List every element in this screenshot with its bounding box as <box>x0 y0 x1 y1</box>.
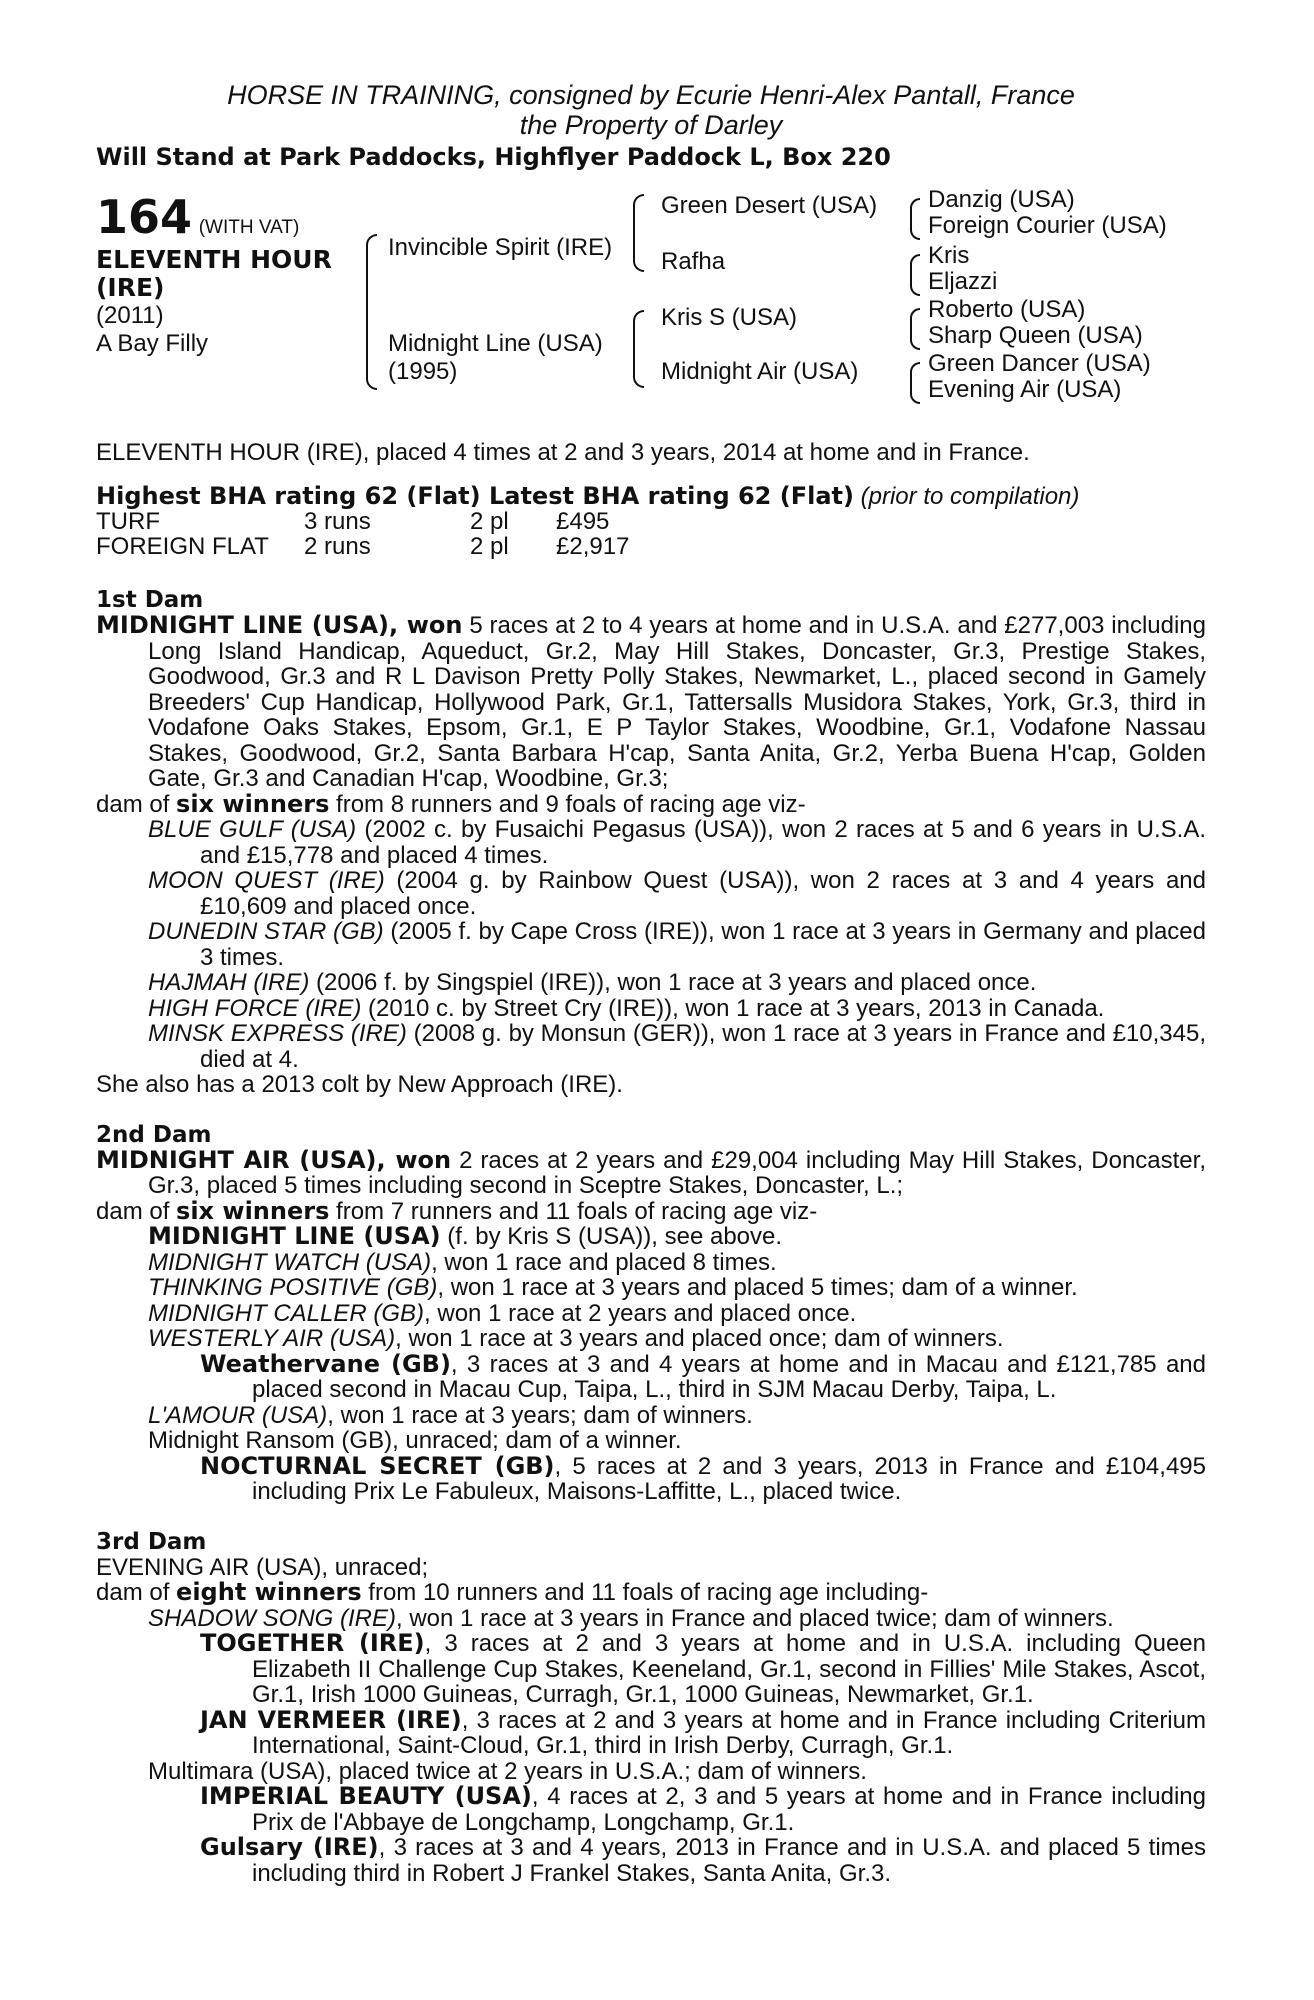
dam-year: (1995) <box>388 358 458 385</box>
list-item: Midnight Ransom (GB), unraced; dam of a winner. <box>148 1427 682 1454</box>
dam-record-text: 5 races at 2 to 4 years at home and in U.S.A. and £277,003 including Long Island Handicap, Aqueduct, Gr.2, May Hill Stakes, Doncaster, Gr.3, Prestige Stakes, Goodwood, Gr.3 and R L Davison Pretty Polly Stakes, Newmarket, L., placed second in Gamely Breeders' Cup Handicap, Hollywood Park, Gr.1, Tattersalls Musidora Stakes, York, Gr.3, third in Vodafone Oaks Stakes, Epsom, Gr.1, E P Taylor Stakes, Woodbine, Gr.1, Vodafone Nassau Stakes, Goodwood, Gr.2, Santa Barbara H'cap, Santa Anita, Gr.2, Yerba Buena H'cap, Golden Gate, Gr.3 and Canadian H'cap, Woodbine, Gr.3; <box>148 612 1206 792</box>
list-item: L'AMOUR (USA), won 1 race at 3 years; dam of winners. <box>148 1401 753 1429</box>
record-runs: 2 runs <box>304 533 371 560</box>
list-item: DUNEDIN STAR (GB) (2005 f. by Cape Cross (IRE)), won 1 race at 3 years in Germany and placed 3 times. <box>148 918 1206 971</box>
list-item: TOGETHER (IRE), 3 races at 2 and 3 years at home and in U.S.A. including Queen Elizabeth II Challenge Cup Stakes, Keeneland, Gr.1, second in Fillies' Mile Stakes, Ascot, Gr.1, Irish 1000 Guineas, Curragh, Gr.1, 1000 Guineas, Newmarket, Gr.1. <box>200 1629 1206 1708</box>
list-item: NOCTURNAL SECRET (GB), 5 races at 2 and 3 years, 2013 in France and £104,495 including Prix Le Fabuleux, Maisons-Laffitte, L., placed twice. <box>200 1451 1206 1505</box>
list-item: Gulsary (IRE), 3 races at 3 and 4 years, 2013 in France and in U.S.A. and placed 5 times including third in Robert J Frankel Stakes, Santa Anita, Gr.3. <box>200 1833 1206 1887</box>
list-item: Multimara (USA), placed twice at 2 years in U.S.A.; dam of winners. <box>148 1757 867 1785</box>
pedigree-block <box>96 186 1206 432</box>
rating-text: Highest BHA rating 62 (Flat) Latest BHA rating 62 (Flat) <box>96 481 854 510</box>
rating-note: (prior to compilation) <box>860 482 1080 510</box>
record-placings: 2 pl <box>470 508 509 535</box>
dam: Midnight Line (USA) <box>388 330 603 357</box>
grandparent-2: Foreign Courier (USA) <box>928 212 1167 239</box>
list-item: THINKING POSITIVE (GB), won 1 race at 3 years and placed 5 times; dam of a winner. <box>148 1274 1078 1301</box>
horse-name: ELEVENTH HOUR <box>96 245 332 274</box>
section-heading: 3rd Dam <box>96 1528 207 1555</box>
catalogue-page <box>96 80 1206 1886</box>
record-label: TURF <box>96 508 160 535</box>
list-item: HIGH FORCE (IRE) (2010 c. by Street Cry (IRE)), won 1 race at 3 years, 2013 in Canada. <box>148 994 1105 1022</box>
record-amount: £495 <box>556 508 610 535</box>
third-dam-section <box>96 1529 1206 1887</box>
dam-dam: Midnight Air (USA) <box>661 358 859 385</box>
race-summary: ELEVENTH HOUR (IRE), placed 4 times at 2 and 3 years, 2014 at home and in France. <box>96 439 1030 466</box>
list-item: BLUE GULF (USA) (2002 c. by Fusaichi Pegasus (USA)), won 2 races at 5 and 6 years in U.S.A. and £15,778 and placed 4 times. <box>148 816 1206 869</box>
list-item: SHADOW SONG (IRE), won 1 race at 3 years in France and placed twice; dam of winners. <box>148 1604 1114 1632</box>
lot-number: 164 <box>96 190 193 244</box>
list-item: HAJMAH (IRE) (2006 f. by Singspiel (IRE)), won 1 race at 3 years and placed once. <box>148 969 1037 996</box>
horse-description: A Bay Filly <box>96 330 209 357</box>
list-item: MIDNIGHT WATCH (USA), won 1 race and placed 8 times. <box>148 1248 777 1276</box>
sire-dam: Rafha <box>661 248 726 275</box>
list-item: MIDNIGHT CALLER (GB), won 1 race at 2 years and placed once. <box>148 1299 857 1327</box>
horse-name-suffix: (IRE) <box>96 273 165 302</box>
grandparent-4: Eljazzi <box>928 268 998 295</box>
table-row <box>96 509 656 534</box>
grandparent-5: Roberto (USA) <box>928 296 1086 323</box>
pedigree-bracket <box>910 362 920 404</box>
grandparent-1: Danzig (USA) <box>928 186 1075 213</box>
produce-summary: dam of six winners from 7 runners and 11 foals of racing age viz- <box>96 1196 818 1225</box>
dam-record: EVENING AIR (USA), unraced; <box>96 1553 429 1581</box>
pedigree-bracket <box>633 310 644 388</box>
produce-summary: dam of six winners from 8 runners and 9 foals of racing age viz- <box>96 789 806 818</box>
list-item: Weathervane (GB), 3 races at 3 and 4 years at home and in Macau and £121,785 and placed second in Macau Cup, Taipa, L., third in SJM Macau Derby, Taipa, L. <box>200 1349 1206 1403</box>
stand-location: Will Stand at Park Paddocks, Highflyer Paddock L, Box 220 <box>96 143 891 171</box>
sire-sire: Green Desert (USA) <box>661 192 878 219</box>
dam-record <box>96 613 1206 792</box>
record-label: FOREIGN FLAT <box>96 533 269 560</box>
list-item: WESTERLY AIR (USA), won 1 race at 3 years and placed once; dam of winners. <box>148 1325 1004 1352</box>
pedigree-bracket <box>366 234 377 390</box>
grandparent-8: Evening Air (USA) <box>928 376 1122 403</box>
list-item: MOON QUEST (IRE) (2004 g. by Rainbow Quest (USA)), won 2 races at 3 and 4 years and £10,609 and placed once. <box>148 867 1206 920</box>
grandparent-6: Sharp Queen (USA) <box>928 322 1143 349</box>
record-placings: 2 pl <box>470 533 509 560</box>
section-heading: 2nd Dam <box>96 1121 212 1148</box>
pedigree-bracket <box>910 254 920 296</box>
property-line: the Property of Darley <box>519 110 783 140</box>
dam-record <box>96 1145 1206 1199</box>
grandparent-3: Kris <box>928 242 970 269</box>
first-dam-section <box>96 587 1206 1098</box>
race-record-table <box>96 509 656 559</box>
section-heading: 1st Dam <box>96 587 204 613</box>
pedigree-bracket <box>910 198 920 240</box>
record-runs: 3 runs <box>304 508 371 535</box>
table-row <box>96 534 656 559</box>
vat-note: (WITH VAT) <box>198 217 300 238</box>
pedigree-bracket <box>633 194 644 272</box>
foaling-year: (2011) <box>96 302 164 329</box>
list-item: JAN VERMEER (IRE), 3 races at 2 and 3 years at home and in France including Criterium International, Saint-Cloud, Gr.1, third in Irish Derby, Curragh, Gr.1. <box>200 1705 1206 1759</box>
dam-name: MIDNIGHT AIR (USA), won <box>96 1145 452 1174</box>
lot-number-line <box>96 190 300 244</box>
pedigree-bracket <box>910 308 920 350</box>
consignor-line: HORSE IN TRAINING, consigned by Ecurie Henri-Alex Pantall, France <box>227 80 1075 110</box>
bha-rating <box>96 481 1206 510</box>
grandparent-7: Green Dancer (USA) <box>928 350 1151 377</box>
second-dam-section <box>96 1122 1206 1505</box>
foal-note: She also has a 2013 colt by New Approach (IRE). <box>96 1071 623 1098</box>
dam-name: MIDNIGHT LINE (USA), won <box>96 611 463 639</box>
produce-summary: dam of eight winners from 10 runners and 11 foals of racing age including- <box>96 1578 929 1606</box>
sire: Invincible Spirit (IRE) <box>388 234 613 261</box>
dam-record-text: 2 races at 2 years and £29,004 including May Hill Stakes, Doncaster, Gr.3, placed 5 times including second in Sceptre Stakes, Doncaster, L.; <box>148 1146 1206 1199</box>
list-item: MINSK EXPRESS (IRE) (2008 g. by Monsun (GER)), won 1 race at 3 years in France and £10,345, died at 4. <box>148 1020 1206 1073</box>
record-amount: £2,917 <box>556 533 630 560</box>
list-item: MIDNIGHT LINE (USA) (f. by Kris S (USA)), see above. <box>148 1222 783 1250</box>
list-item: IMPERIAL BEAUTY (USA), 4 races at 2, 3 and 5 years at home and in France including Prix de l'Abbaye de Longchamp, Longchamp, Gr.1. <box>200 1782 1206 1836</box>
dam-sire: Kris S (USA) <box>661 304 798 331</box>
